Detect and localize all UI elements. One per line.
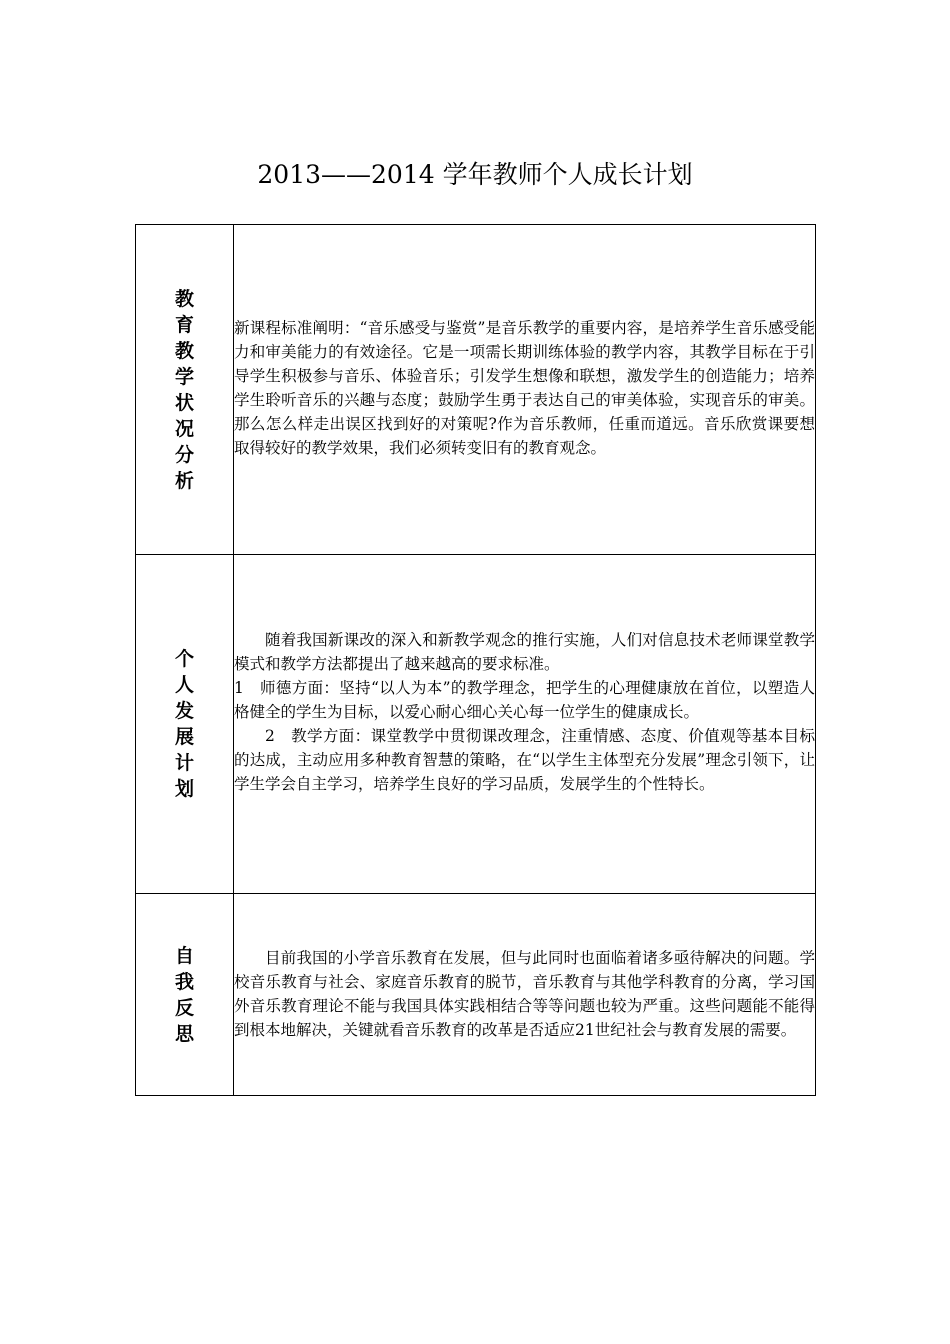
development-plan-content [234,628,815,796]
table-row-self-reflection [136,894,816,1096]
analysis-content [234,316,815,460]
row-label-cell [136,555,234,894]
row-label-cell [136,225,234,555]
row-label-analysis: 教育教学状况分析 [174,287,194,492]
development-intro-paragraph: 随着我国新课改的深入和新教学观念的推行实施，人们对信息技术老师课堂教学模式和教学方法都提出了越来越高的要求标准。 [234,631,815,673]
table-row-analysis [136,225,816,555]
row-content-cell [234,225,816,555]
table-row-development-plan [136,555,816,894]
analysis-paragraph: 新课程标准阐明：“音乐感受与鉴赏”是音乐教学的重要内容，是培养学生音乐感受能力和审美能力的有效途径。它是一项需长期训练体验的教学内容，其教学目标在于引导学生积极参与音乐、体验音乐；引发学生想像和联想，激发学生的创造能力；培养学生聆听音乐的兴趣与态度；鼓励学生勇于表达自己的审美体验，实现音乐的审美。那么怎么样走出误区找到好的对策呢?作为音乐教师，任重而道远。音乐欣赏课要想取得较好的教学效果，我们必须转变旧有的教育观念。 [234,318,815,457]
row-content-cell [234,894,816,1096]
row-label-cell [136,894,234,1096]
ethics-paragraph: 1 师德方面：坚持“以人为本”的教学理念，把学生的心理健康放在首位，以塑造人格健全的学生为目标，以爱心耐心细心关心每一位学生的健康成长。 [234,679,815,721]
row-content-cell [234,555,816,894]
self-reflection-content [234,946,815,1042]
growth-plan-table [135,224,816,1096]
row-label-development-plan: 个人发展计划 [174,648,194,800]
teaching-paragraph: 2 教学方面：课堂教学中贯彻课改理念，注重情感、态度、价值观等基本目标的达成，主动应用多种教育智慧的策略，在“以学生主体型充分发展”理念引领下，让学生学会自主学习，培养学生良好的学习品质，发展学生的个性特长。 [234,727,815,793]
page-title: 2013——2014 学年教师个人成长计划 [257,160,693,189]
row-label-self-reflection: 自我反思 [174,944,194,1045]
reflection-paragraph: 目前我国的小学音乐教育在发展，但与此同时也面临着诸多亟待解决的问题。学校音乐教育与社会、家庭音乐教育的脱节，音乐教育与其他学科教育的分离，学习国外音乐教育理论不能与我国具体实践相结合等等问题也较为严重。这些问题能不能得到根本地解决，关键就看音乐教育的改革是否适应21世纪社会与教育发展的需要。 [234,948,815,1039]
